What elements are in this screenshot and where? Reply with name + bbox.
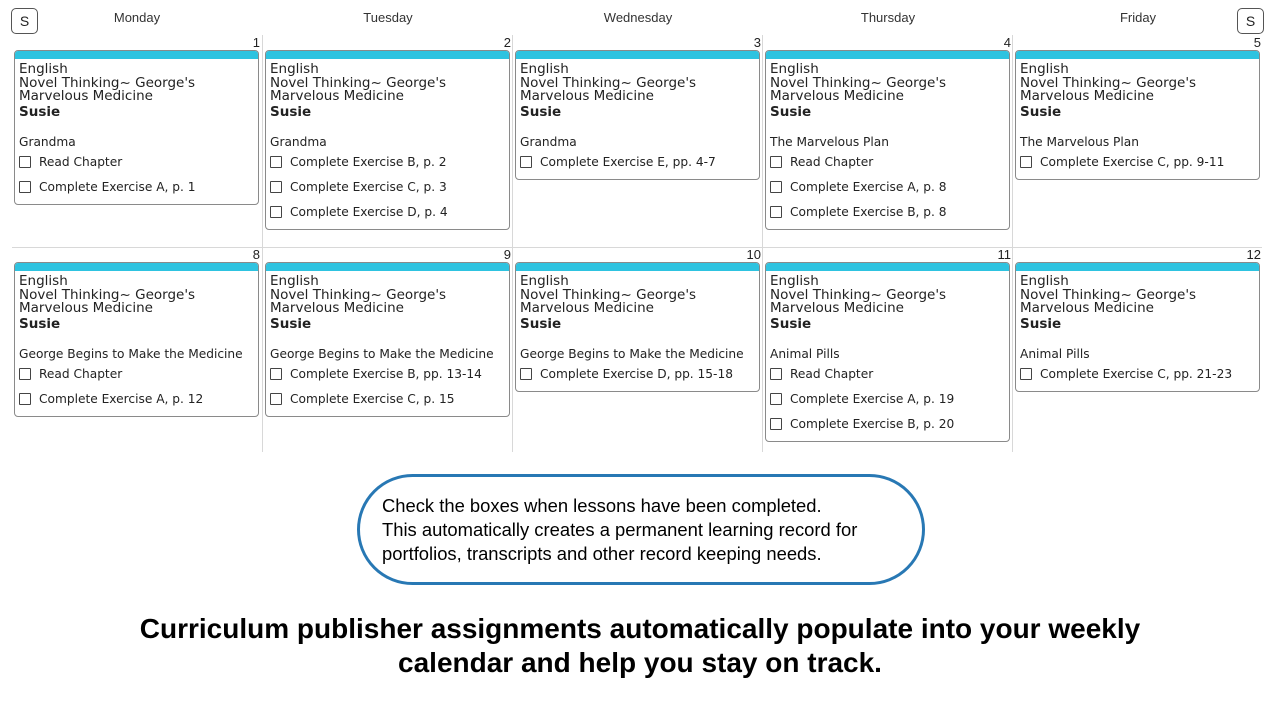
card-course-title: Novel Thinking~ George's — [520, 74, 697, 91]
task-label: Complete Exercise B, p. 2 — [290, 155, 447, 169]
card-color-bar — [766, 51, 1009, 59]
date-number: 12 — [1246, 247, 1261, 262]
card-student-name: Susie — [1020, 103, 1062, 120]
task-item[interactable] — [19, 175, 254, 200]
card-body — [266, 271, 509, 412]
date-number: 4 — [1003, 35, 1011, 50]
task-checkbox[interactable] — [19, 368, 31, 380]
callout-line: This automatically creates a permanent learning record for — [382, 518, 858, 540]
card-body — [15, 271, 258, 412]
card-lesson-title: Animal Pills — [770, 346, 840, 361]
card-student-name: Susie — [770, 103, 812, 120]
task-item[interactable] — [770, 150, 1005, 175]
task-checkbox[interactable] — [19, 181, 31, 193]
card-lesson-title: The Marvelous Plan — [1020, 134, 1139, 149]
task-label: Read Chapter — [790, 155, 874, 169]
task-checkbox[interactable] — [270, 206, 282, 218]
card-color-bar — [15, 51, 258, 59]
task-item[interactable] — [770, 362, 1005, 387]
assignment-card — [515, 50, 760, 180]
task-checkbox[interactable] — [770, 368, 782, 380]
card-body — [1016, 59, 1259, 175]
task-checkbox[interactable] — [770, 418, 782, 430]
date-number: 3 — [753, 35, 761, 50]
card-color-bar — [266, 51, 509, 59]
task-checkbox[interactable] — [520, 156, 532, 168]
day-header-tuesday: Tuesday — [363, 10, 413, 25]
card-course-title: Marvelous Medicine — [1020, 88, 1154, 104]
card-lesson-title: Grandma — [270, 134, 327, 149]
info-callout — [357, 474, 925, 585]
card-course-title: Novel Thinking~ George's — [19, 286, 196, 303]
callout-line: Check the boxes when lessons have been completed. — [382, 494, 822, 516]
card-body — [766, 59, 1009, 225]
grid-divider — [262, 35, 263, 452]
task-label: Complete Exercise E, pp. 4-7 — [540, 155, 716, 169]
task-checkbox[interactable] — [270, 181, 282, 193]
task-label: Complete Exercise C, pp. 21-23 — [1040, 367, 1233, 381]
card-subject: English — [19, 61, 68, 77]
card-course-title: Novel Thinking~ George's — [1020, 286, 1197, 303]
task-label: Complete Exercise B, pp. 13-14 — [290, 367, 482, 381]
card-course-title: Marvelous Medicine — [770, 300, 904, 316]
card-color-bar — [15, 263, 258, 271]
week-divider — [12, 247, 1262, 248]
card-course-title: Marvelous Medicine — [770, 88, 904, 104]
task-label: Complete Exercise C, pp. 9-11 — [1040, 155, 1225, 169]
card-lesson-title: George Begins to Make the Medicine — [270, 346, 494, 361]
date-number: 11 — [997, 247, 1011, 262]
card-subject: English — [520, 61, 569, 77]
assignment-card — [515, 262, 760, 392]
task-item[interactable] — [1020, 150, 1255, 175]
task-label: Complete Exercise A, p. 19 — [790, 392, 955, 406]
card-color-bar — [516, 263, 759, 271]
day-header-friday: Friday — [1119, 10, 1157, 25]
nav-next-button[interactable]: S — [1237, 8, 1264, 34]
task-checkbox[interactable] — [770, 181, 782, 193]
task-item[interactable] — [770, 200, 1005, 225]
card-course-title: Novel Thinking~ George's — [19, 74, 196, 91]
date-number: 10 — [746, 247, 761, 262]
card-body — [1016, 271, 1259, 387]
card-lesson-title: The Marvelous Plan — [770, 134, 889, 149]
task-label: Complete Exercise B, p. 20 — [790, 417, 955, 431]
card-course-title: Marvelous Medicine — [19, 300, 153, 316]
grid-divider — [512, 35, 513, 452]
card-lesson-title: George Begins to Make the Medicine — [19, 346, 243, 361]
task-item[interactable] — [19, 150, 254, 175]
card-course-title: Marvelous Medicine — [19, 88, 153, 104]
card-color-bar — [266, 263, 509, 271]
card-course-title: Novel Thinking~ George's — [770, 74, 947, 91]
task-item[interactable] — [270, 362, 505, 387]
task-checkbox[interactable] — [19, 156, 31, 168]
card-course-title: Marvelous Medicine — [520, 88, 654, 104]
card-subject: English — [770, 61, 819, 77]
date-number: 8 — [252, 247, 260, 262]
card-student-name: Susie — [520, 315, 562, 332]
card-subject: English — [270, 273, 319, 289]
task-checkbox[interactable] — [270, 368, 282, 380]
card-body — [266, 59, 509, 225]
task-checkbox[interactable] — [1020, 156, 1032, 168]
task-label: Complete Exercise A, p. 12 — [39, 392, 204, 406]
assignment-card — [14, 50, 259, 205]
card-course-title: Novel Thinking~ George's — [270, 286, 447, 303]
date-number: 5 — [1253, 35, 1261, 50]
task-label: Complete Exercise D, p. 4 — [290, 205, 448, 219]
card-subject: English — [520, 273, 569, 289]
card-course-title: Marvelous Medicine — [270, 88, 404, 104]
card-course-title: Marvelous Medicine — [520, 300, 654, 316]
task-label: Complete Exercise A, p. 1 — [39, 180, 196, 194]
footer-line: calendar and help you stay on track. — [398, 647, 882, 678]
task-checkbox[interactable] — [770, 156, 782, 168]
assignment-card — [1015, 50, 1260, 180]
card-color-bar — [1016, 263, 1259, 271]
card-student-name: Susie — [19, 315, 61, 332]
card-student-name: Susie — [270, 103, 312, 120]
card-course-title: Novel Thinking~ George's — [1020, 74, 1197, 91]
day-header-thursday: Thursday — [860, 10, 916, 25]
assignment-card — [1015, 262, 1260, 392]
card-course-title: Novel Thinking~ George's — [770, 286, 947, 303]
callout-text — [382, 494, 900, 566]
date-number: 9 — [503, 247, 511, 262]
card-student-name: Susie — [1020, 315, 1062, 332]
task-checkbox[interactable] — [770, 393, 782, 405]
card-course-title: Marvelous Medicine — [270, 300, 404, 316]
card-body — [516, 271, 759, 387]
card-student-name: Susie — [270, 315, 312, 332]
assignment-card — [765, 50, 1010, 230]
date-number: 1 — [252, 35, 260, 50]
assignment-card — [265, 50, 510, 230]
grid-divider — [762, 35, 763, 452]
task-label: Complete Exercise C, p. 3 — [290, 180, 447, 194]
assignment-card — [765, 262, 1010, 442]
card-student-name: Susie — [19, 103, 61, 120]
task-item[interactable] — [270, 387, 505, 412]
task-item[interactable] — [270, 175, 505, 200]
assignment-card — [265, 262, 510, 417]
card-subject: English — [270, 61, 319, 77]
date-number: 2 — [503, 35, 511, 50]
task-label: Read Chapter — [39, 367, 123, 381]
task-label: Complete Exercise D, pp. 15-18 — [540, 367, 733, 381]
card-body — [516, 59, 759, 175]
card-course-title: Novel Thinking~ George's — [520, 286, 697, 303]
assignment-card — [14, 262, 259, 417]
task-label: Complete Exercise C, p. 15 — [290, 392, 455, 406]
day-header-monday: Monday — [113, 10, 161, 25]
task-item[interactable] — [770, 412, 1005, 437]
grid-divider — [1012, 35, 1013, 452]
task-item[interactable] — [19, 362, 254, 387]
task-checkbox[interactable] — [19, 393, 31, 405]
task-checkbox[interactable] — [270, 156, 282, 168]
footer-line: Curriculum publisher assignments automatically populate into your weekly — [139, 613, 1141, 644]
card-course-title: Marvelous Medicine — [1020, 300, 1154, 316]
card-course-title: Novel Thinking~ George's — [270, 74, 447, 91]
day-header-wednesday: Wednesday — [603, 10, 673, 25]
card-body — [15, 59, 258, 200]
task-label: Complete Exercise B, p. 8 — [790, 205, 947, 219]
card-student-name: Susie — [770, 315, 812, 332]
card-subject: English — [19, 273, 68, 289]
card-lesson-title: Grandma — [520, 134, 577, 149]
task-checkbox[interactable] — [770, 206, 782, 218]
task-label: Complete Exercise A, p. 8 — [790, 180, 947, 194]
task-checkbox[interactable] — [520, 368, 532, 380]
nav-prev-button[interactable]: S — [11, 8, 38, 34]
card-subject: English — [1020, 61, 1069, 77]
card-student-name: Susie — [520, 103, 562, 120]
task-item[interactable] — [270, 200, 505, 225]
card-body — [766, 271, 1009, 437]
task-item[interactable] — [770, 387, 1005, 412]
footer-caption — [60, 612, 1220, 680]
task-item[interactable] — [770, 175, 1005, 200]
task-item[interactable] — [270, 150, 505, 175]
task-label: Read Chapter — [39, 155, 123, 169]
card-color-bar — [516, 51, 759, 59]
card-lesson-title: Grandma — [19, 134, 76, 149]
task-checkbox[interactable] — [270, 393, 282, 405]
task-checkbox[interactable] — [1020, 368, 1032, 380]
task-item[interactable] — [19, 387, 254, 412]
card-subject: English — [1020, 273, 1069, 289]
task-item[interactable] — [520, 362, 755, 387]
task-label: Read Chapter — [790, 367, 874, 381]
task-item[interactable] — [1020, 362, 1255, 387]
card-lesson-title: Animal Pills — [1020, 346, 1090, 361]
card-color-bar — [766, 263, 1009, 271]
card-color-bar — [1016, 51, 1259, 59]
card-subject: English — [770, 273, 819, 289]
callout-line: portfolios, transcripts and other record keeping needs. — [382, 542, 822, 564]
card-lesson-title: George Begins to Make the Medicine — [520, 346, 744, 361]
task-item[interactable] — [520, 150, 755, 175]
